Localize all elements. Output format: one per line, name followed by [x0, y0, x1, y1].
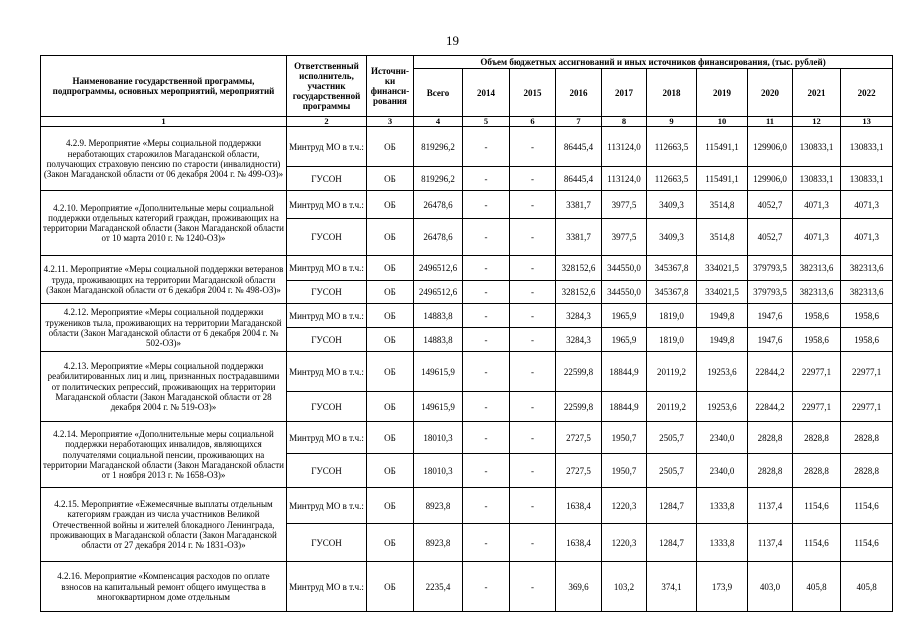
year-value-cell: 112663,5 [647, 127, 697, 167]
year-value-cell: 4071,3 [841, 219, 893, 256]
year-value-cell: 382313,6 [841, 281, 893, 304]
year-value-cell: 130833,1 [793, 127, 841, 167]
executor-cell: ГУСОН [287, 281, 367, 304]
year-value-cell: 1284,7 [647, 524, 697, 562]
year-value-cell: 1154,6 [841, 524, 893, 562]
source-cell: ОБ [367, 281, 414, 304]
year-value-cell: 129906,0 [748, 127, 793, 167]
header-budget-group: Объем бюджетных ассигнований и иных источников финансирования, (тыс. рублей) [414, 56, 893, 69]
year-value-cell: 129906,0 [748, 167, 793, 191]
year-value-cell: - [510, 562, 556, 612]
year-value-cell: - [463, 352, 510, 392]
year-value-cell: 113124,0 [602, 127, 647, 167]
year-value-cell: 3409,3 [647, 219, 697, 256]
executor-cell: ГУСОН [287, 524, 367, 562]
year-value-cell: 3977,5 [602, 191, 647, 219]
year-value-cell: - [510, 219, 556, 256]
executor-cell: Минтруд МО в т.ч.: [287, 562, 367, 612]
year-value-cell: - [463, 562, 510, 612]
year-value-cell: 173,9 [697, 562, 748, 612]
year-value-cell: 86445,4 [556, 167, 602, 191]
page-number: 19 [446, 33, 459, 48]
column-index: 3 [367, 117, 414, 127]
year-value-cell: 328152,6 [556, 256, 602, 281]
year-value-cell: - [510, 524, 556, 562]
year-value-cell: - [510, 328, 556, 352]
year-value-cell: 115491,1 [697, 167, 748, 191]
year-value-cell: 3514,8 [697, 219, 748, 256]
measure-name: 4.2.16. Мероприятие «Компенсация расходов по оплате взносов на капитальный ремонт общего имущества в многоквартирном доме отдельным [41, 562, 287, 612]
year-value-cell: 374,1 [647, 562, 697, 612]
year-value-cell: 1154,6 [793, 524, 841, 562]
year-value-cell: 2727,5 [556, 454, 602, 488]
header-year: 2020 [748, 69, 793, 117]
total-cell: 18010,3 [414, 454, 463, 488]
table-row [41, 352, 893, 392]
year-value-cell: 2828,8 [841, 454, 893, 488]
year-value-cell: 1284,7 [647, 488, 697, 524]
year-value-cell: 1333,8 [697, 524, 748, 562]
year-value-cell: 1638,4 [556, 488, 602, 524]
year-value-cell: 1950,7 [602, 422, 647, 454]
year-value-cell: 22844,2 [748, 352, 793, 392]
total-cell: 2496512,6 [414, 281, 463, 304]
year-value-cell: 4071,3 [793, 191, 841, 219]
year-value-cell: 18844,9 [602, 352, 647, 392]
header-year: 2015 [510, 69, 556, 117]
column-index: 4 [414, 117, 463, 127]
year-value-cell: 1220,3 [602, 488, 647, 524]
executor-cell: ГУСОН [287, 167, 367, 191]
year-value-cell: 334021,5 [697, 281, 748, 304]
header-name: Наименование государственной программы, подпрограммы, основных мероприятий, мероприятий [41, 56, 287, 117]
column-index: 13 [841, 117, 893, 127]
year-value-cell: - [463, 454, 510, 488]
measure-name: 4.2.15. Мероприятие «Ежемесячные выплаты отдельным категориям граждан из числа участников Великой Отечественной войны и жителей блокадного Ленинграда, проживающих в Магаданской области (Закон Магаданской области от 27 декабря 2014 г. № 1831-ОЗ)» [41, 488, 287, 562]
year-value-cell: 2505,7 [647, 454, 697, 488]
year-value-cell: - [510, 454, 556, 488]
table-row [41, 127, 893, 167]
year-value-cell: 1965,9 [602, 328, 647, 352]
year-value-cell: 334021,5 [697, 256, 748, 281]
column-index: 5 [463, 117, 510, 127]
column-index: 12 [793, 117, 841, 127]
year-value-cell: 1949,8 [697, 328, 748, 352]
source-cell: ОБ [367, 488, 414, 524]
total-cell: 26478,6 [414, 219, 463, 256]
year-value-cell: 1638,4 [556, 524, 602, 562]
year-value-cell: 382313,6 [793, 281, 841, 304]
year-value-cell: 2828,8 [793, 454, 841, 488]
year-value-cell: 4052,7 [748, 191, 793, 219]
executor-cell: ГУСОН [287, 454, 367, 488]
year-value-cell: 130833,1 [841, 167, 893, 191]
year-value-cell: 344550,0 [602, 256, 647, 281]
total-cell: 149615,9 [414, 392, 463, 422]
header-year: 2014 [463, 69, 510, 117]
year-value-cell: 18844,9 [602, 392, 647, 422]
year-value-cell: - [510, 256, 556, 281]
total-cell: 8923,8 [414, 524, 463, 562]
year-value-cell: - [463, 392, 510, 422]
source-cell: ОБ [367, 256, 414, 281]
year-value-cell: 1965,9 [602, 304, 647, 328]
year-value-cell: - [510, 392, 556, 422]
total-cell: 8923,8 [414, 488, 463, 524]
column-index: 1 [41, 117, 287, 127]
header-year: 2017 [602, 69, 647, 117]
year-value-cell: - [463, 219, 510, 256]
year-value-cell: 22599,8 [556, 392, 602, 422]
executor-cell: Минтруд МО в т.ч.: [287, 191, 367, 219]
year-value-cell: 103,2 [602, 562, 647, 612]
year-value-cell: 20119,2 [647, 392, 697, 422]
measure-name: 4.2.10. Мероприятие «Дополнительные меры социальной поддержки отдельных категорий граждан, проживающих на территории Магаданской области (Закон Магаданской области от 10 марта 2010 г. № 1240-ОЗ)» [41, 191, 287, 256]
year-value-cell: 382313,6 [793, 256, 841, 281]
year-value-cell: 379793,5 [748, 281, 793, 304]
executor-cell: ГУСОН [287, 219, 367, 256]
column-index: 6 [510, 117, 556, 127]
year-value-cell: - [510, 352, 556, 392]
executor-cell: Минтруд МО в т.ч.: [287, 422, 367, 454]
executor-cell: Минтруд МО в т.ч.: [287, 256, 367, 281]
executor-cell: Минтруд МО в т.ч.: [287, 488, 367, 524]
measure-name: 4.2.11. Мероприятие «Меры социальной поддержки ветеранов труда, проживающих на территории Магаданской области (Закон Магаданской области от 6 декабря 2004 г. № 498-ОЗ)» [41, 256, 287, 304]
year-value-cell: 2727,5 [556, 422, 602, 454]
year-value-cell: 1154,6 [841, 488, 893, 524]
year-value-cell: 20119,2 [647, 352, 697, 392]
column-index: 10 [697, 117, 748, 127]
year-value-cell: 328152,6 [556, 281, 602, 304]
total-cell: 149615,9 [414, 352, 463, 392]
year-value-cell: 1958,6 [841, 304, 893, 328]
year-value-cell: - [463, 422, 510, 454]
year-value-cell: 3284,3 [556, 304, 602, 328]
year-value-cell: 1958,6 [841, 328, 893, 352]
column-index: 9 [647, 117, 697, 127]
table-row [41, 422, 893, 454]
executor-cell: Минтруд МО в т.ч.: [287, 127, 367, 167]
year-value-cell: 22977,1 [793, 352, 841, 392]
executor-cell: ГУСОН [287, 392, 367, 422]
year-value-cell: - [510, 191, 556, 219]
year-value-cell: - [463, 191, 510, 219]
year-value-cell: 3409,3 [647, 191, 697, 219]
year-value-cell: 2828,8 [748, 422, 793, 454]
year-value-cell: - [463, 281, 510, 304]
year-value-cell: 345367,8 [647, 256, 697, 281]
table-row [41, 488, 893, 524]
year-value-cell: 130833,1 [793, 167, 841, 191]
year-value-cell: 1220,3 [602, 524, 647, 562]
total-cell: 2235,4 [414, 562, 463, 612]
year-value-cell: 1958,6 [793, 328, 841, 352]
source-cell: ОБ [367, 524, 414, 562]
source-cell: ОБ [367, 167, 414, 191]
year-value-cell: - [510, 167, 556, 191]
year-value-cell: - [463, 488, 510, 524]
year-value-cell: 86445,4 [556, 127, 602, 167]
year-value-cell: - [463, 304, 510, 328]
year-value-cell: 4071,3 [841, 191, 893, 219]
header-year: 2016 [556, 69, 602, 117]
year-value-cell: 1819,0 [647, 328, 697, 352]
executor-cell: ГУСОН [287, 328, 367, 352]
year-value-cell: 1819,0 [647, 304, 697, 328]
year-value-cell: 382313,6 [841, 256, 893, 281]
year-value-cell: 113124,0 [602, 167, 647, 191]
year-value-cell: - [463, 256, 510, 281]
header-year: 2018 [647, 69, 697, 117]
header-source: Источни-ки финанси-рования [367, 56, 414, 117]
total-cell: 2496512,6 [414, 256, 463, 281]
year-value-cell: 3284,3 [556, 328, 602, 352]
measure-name: 4.2.13. Мероприятие «Меры социальной поддержки реабилитированных лиц и лиц, признанных пострадавшими от политических репрессий, проживающих на территории Магаданской области (Закон Магаданской области от 28 декабря 2004 г. № 519-ОЗ)» [41, 352, 287, 422]
column-index: 7 [556, 117, 602, 127]
year-value-cell: 405,8 [793, 562, 841, 612]
year-value-cell: 3514,8 [697, 191, 748, 219]
year-value-cell: 1950,7 [602, 454, 647, 488]
year-value-cell: 112663,5 [647, 167, 697, 191]
source-cell: ОБ [367, 352, 414, 392]
year-value-cell: 1958,6 [793, 304, 841, 328]
year-value-cell: 345367,8 [647, 281, 697, 304]
total-cell: 26478,6 [414, 191, 463, 219]
year-value-cell: - [510, 127, 556, 167]
year-value-cell: 22977,1 [841, 392, 893, 422]
executor-cell: Минтруд МО в т.ч.: [287, 352, 367, 392]
source-cell: ОБ [367, 127, 414, 167]
measure-name: 4.2.9. Мероприятие «Меры социальной поддержки неработающих старожилов Магаданской области, получающих страховую пенсию по старости (инвалидности) (Закон Магаданской области от 06 декабря 2004 г. № 499-ОЗ)» [41, 127, 287, 191]
total-cell: 14883,8 [414, 328, 463, 352]
budget-table [40, 55, 893, 612]
source-cell: ОБ [367, 304, 414, 328]
year-value-cell: 19253,6 [697, 392, 748, 422]
year-value-cell: - [510, 304, 556, 328]
executor-cell: Минтруд МО в т.ч.: [287, 304, 367, 328]
total-cell: 819296,2 [414, 127, 463, 167]
year-value-cell: 344550,0 [602, 281, 647, 304]
year-value-cell: 1154,6 [793, 488, 841, 524]
source-cell: ОБ [367, 422, 414, 454]
year-value-cell: 369,6 [556, 562, 602, 612]
year-value-cell: 1333,8 [697, 488, 748, 524]
year-value-cell: 2340,0 [697, 454, 748, 488]
year-value-cell: 22844,2 [748, 392, 793, 422]
total-cell: 18010,3 [414, 422, 463, 454]
year-value-cell: 405,8 [841, 562, 893, 612]
year-value-cell: 3381,7 [556, 219, 602, 256]
year-value-cell: 130833,1 [841, 127, 893, 167]
year-value-cell: 2340,0 [697, 422, 748, 454]
source-cell: ОБ [367, 392, 414, 422]
header-year: 2019 [697, 69, 748, 117]
year-value-cell: 115491,1 [697, 127, 748, 167]
year-value-cell: - [463, 328, 510, 352]
year-value-cell: 2505,7 [647, 422, 697, 454]
header-year: 2022 [841, 69, 893, 117]
year-value-cell: 19253,6 [697, 352, 748, 392]
year-value-cell: 403,0 [748, 562, 793, 612]
column-index: 11 [748, 117, 793, 127]
year-value-cell: - [463, 524, 510, 562]
header-total: Всего [414, 69, 463, 117]
header-year: 2021 [793, 69, 841, 117]
year-value-cell: - [463, 127, 510, 167]
year-value-cell: 22599,8 [556, 352, 602, 392]
year-value-cell: 1137,4 [748, 488, 793, 524]
source-cell: ОБ [367, 328, 414, 352]
year-value-cell: 3977,5 [602, 219, 647, 256]
source-cell: ОБ [367, 454, 414, 488]
table-row [41, 256, 893, 281]
year-value-cell: - [463, 167, 510, 191]
measure-name: 4.2.14. Мероприятие «Дополнительные меры социальной поддержки неработающих инвалидов, являющихся получателями социальной пенсии, проживающих на территории Магаданской области (Закон Магаданской области от 1 ноября 2013 г. № 1658-ОЗ)» [41, 422, 287, 488]
year-value-cell: 2828,8 [793, 422, 841, 454]
source-cell: ОБ [367, 219, 414, 256]
table-row [41, 304, 893, 328]
source-cell: ОБ [367, 562, 414, 612]
source-cell: ОБ [367, 191, 414, 219]
year-value-cell: 379793,5 [748, 256, 793, 281]
column-index: 8 [602, 117, 647, 127]
total-cell: 14883,8 [414, 304, 463, 328]
year-value-cell: 1137,4 [748, 524, 793, 562]
table-row [41, 191, 893, 219]
header-executor: Ответственный исполнитель, участник государственной программы [287, 56, 367, 117]
year-value-cell: 1947,6 [748, 328, 793, 352]
year-value-cell: 4071,3 [793, 219, 841, 256]
year-value-cell: 2828,8 [841, 422, 893, 454]
measure-name: 4.2.12. Мероприятие «Меры социальной поддержки тружеников тыла, проживающих на территории Магаданской области (Закон Магаданской области от 6 декабря 2004 г. № 502-ОЗ)» [41, 304, 287, 352]
year-value-cell: - [510, 281, 556, 304]
year-value-cell: 3381,7 [556, 191, 602, 219]
column-index: 2 [287, 117, 367, 127]
year-value-cell: 1949,8 [697, 304, 748, 328]
year-value-cell: 2828,8 [748, 454, 793, 488]
table-row [41, 562, 893, 612]
year-value-cell: 22977,1 [793, 392, 841, 422]
year-value-cell: 22977,1 [841, 352, 893, 392]
year-value-cell: - [510, 422, 556, 454]
year-value-cell: 4052,7 [748, 219, 793, 256]
year-value-cell: 1947,6 [748, 304, 793, 328]
year-value-cell: - [510, 488, 556, 524]
total-cell: 819296,2 [414, 167, 463, 191]
